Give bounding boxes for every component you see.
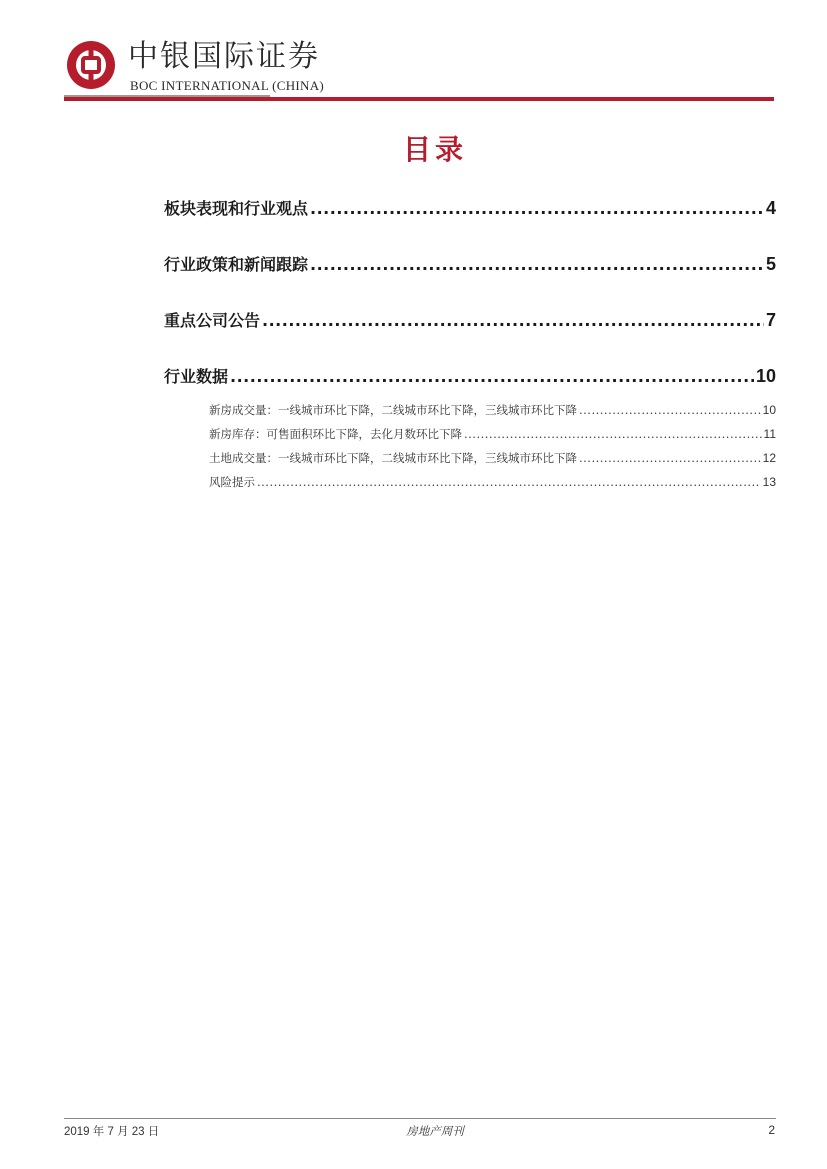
toc-entry-company-announcements[interactable] [164, 308, 776, 364]
toc-leader-dots [310, 255, 764, 274]
brand-name-en: BOC INTERNATIONAL (CHINA) [130, 78, 325, 93]
toc-entry-page: 5 [765, 254, 776, 274]
footer-rule [64, 1118, 776, 1119]
toc-leader-dots [579, 403, 761, 417]
toc-entry-text: 板块表现和行业观点 [164, 199, 309, 218]
toc-entry-page: 10 [762, 403, 776, 417]
toc-entry-page: 4 [765, 198, 776, 218]
toc-entry-page: 10 [755, 366, 776, 386]
toc-leader-dots [262, 311, 764, 330]
toc-entry-text: 行业数据 [164, 367, 229, 386]
toc-entry-page: 7 [765, 310, 776, 330]
toc-entry-sector-performance[interactable] [164, 196, 776, 252]
toc-entry-page: 12 [762, 451, 776, 465]
footer-publication: 房地产周刊 [406, 1124, 464, 1138]
toc-entry-page: 11 [763, 427, 776, 441]
toc-entry-policy-news[interactable] [164, 252, 776, 308]
toc-entry-text: 行业政策和新闻跟踪 [164, 255, 309, 274]
report-header [64, 38, 774, 102]
toc-entry-new-home-inventory[interactable] [164, 426, 776, 450]
toc-entry-industry-data[interactable] [164, 364, 776, 402]
toc-entry-text: 重点公司公告 [164, 311, 261, 330]
toc-leader-dots [579, 451, 761, 465]
footer-date: 2019 年 7 月 23 日 [64, 1126, 160, 1138]
toc-entry-page: 13 [762, 475, 776, 489]
toc-entry-text: 新房成交量：一线城市环比下降，二线城市环比下降，三线城市环比下降 [209, 403, 577, 417]
toc-leader-dots [230, 367, 754, 386]
toc-leader-dots [257, 475, 761, 489]
table-of-contents [164, 196, 776, 498]
toc-title: 目录 [402, 133, 467, 166]
toc-entry-risk-warning[interactable] [164, 474, 776, 498]
toc-entry-text: 新房库存：可售面积环比下降，去化月数环比下降 [209, 427, 462, 441]
toc-entry-new-home-sales[interactable] [164, 402, 776, 426]
brand-name-cn: 中银国际证券 [128, 39, 320, 74]
footer-page-number: 2 [768, 1123, 775, 1137]
header-rule [64, 97, 774, 101]
toc-entry-text: 风险提示 [209, 475, 255, 489]
toc-leader-dots [464, 427, 762, 441]
toc-entry-text: 土地成交量：一线城市环比下降，二线城市环比下降，三线城市环比下降 [209, 451, 577, 465]
boc-logo-icon [66, 40, 116, 90]
toc-entry-land-transactions[interactable] [164, 450, 776, 474]
toc-leader-dots [310, 199, 764, 218]
